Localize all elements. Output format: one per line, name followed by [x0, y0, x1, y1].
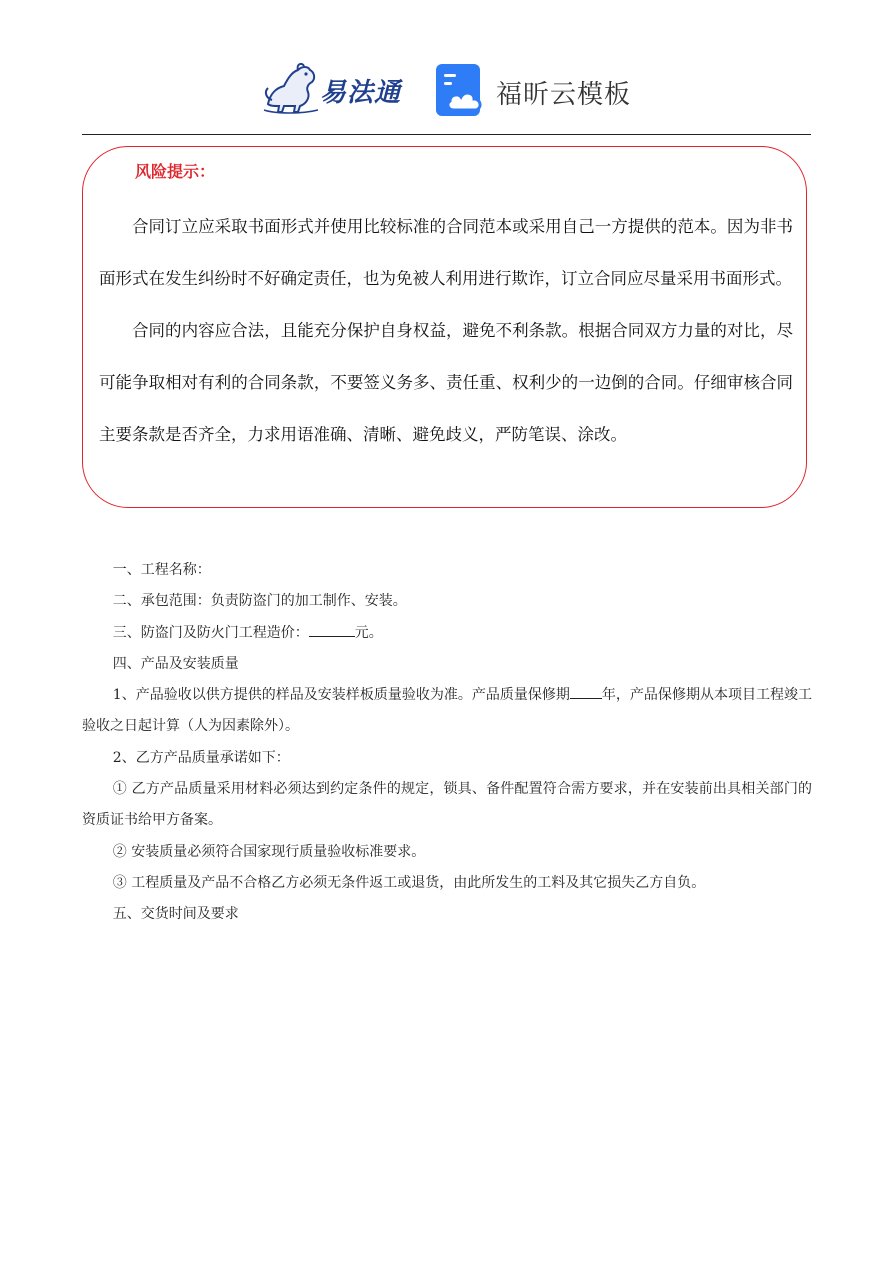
yifatong-brand-text: 易法通 [320, 78, 402, 108]
price-blank[interactable] [309, 622, 355, 637]
page-header [0, 58, 893, 124]
clause-price-unit: 元。 [354, 624, 383, 641]
foxit-cloud-template-logo [436, 64, 636, 118]
cloud-document-icon [436, 64, 486, 116]
clause-project-name: 一、工程名称： [112, 562, 211, 578]
clause-commitment-3: ③ 工程质量及产品不合格乙方必须无条件返工或退货，由此所发生的工料及其它损失乙方自负。 [112, 874, 706, 891]
clause-acceptance-text-2: 年，产品保修期从本项目工程竣工验收之日起计算（人为因素除外）。 [82, 687, 812, 735]
risk-notice-body [99, 201, 793, 461]
foxit-brand-text: 福昕云模板 [496, 80, 632, 110]
risk-paragraph: 合同订立应采取书面形式并使用比较标准的合同范本或采用自己一方提供的范本。因为非书面形式在发生纠纷时不好确定责任，也为免被人利用进行欺诈，订立合同应尽量采用书面形式。 [99, 217, 793, 288]
warranty-blank[interactable] [570, 684, 602, 699]
clause-price [82, 618, 812, 649]
clause-commitment-1: ① 乙方产品质量采用材料必须达到约定条件的规定，锁具、备件配置符合需方要求，并在安装前出具相关部门的资质证书给甲方备案。 [82, 781, 812, 829]
risk-notice-title: 风险提示： [135, 162, 216, 181]
clause-price-text: 三、防盗门及防火门工程造价： [112, 624, 309, 641]
clause-acceptance-text: 1、产品验收以供方提供的样品及安装样板质量验收为准。产品质量保修期 [112, 687, 570, 704]
clause-commitment-2: ② 安装质量必须符合国家现行质量验收标准要求。 [112, 843, 426, 860]
risk-notice-box [82, 146, 807, 508]
clause-acceptance [82, 680, 812, 743]
clause-delivery-heading: 五、交货时间及要求 [112, 906, 239, 923]
yifatong-logo [262, 58, 422, 118]
contract-body [82, 555, 812, 931]
clause-quality-heading: 四、产品及安装质量 [112, 655, 239, 672]
risk-paragraph: 合同的内容应合法，且能充分保护自身权益，避免不利条款。根据合同双方力量的对比，尽可能争取相对有利的合同条款，不要签义务多、责任重、权利少的一边倒的合同。仔细审核合同主要条款是否齐全，力求用语准确、清晰、避免歧义，严防笔误、涂改。 [99, 321, 793, 444]
clause-commitment-heading: 2、乙方产品质量承诺如下： [112, 749, 290, 766]
header-divider [82, 134, 811, 135]
qilin-icon [262, 60, 320, 116]
clause-scope: 二、承包范围：负责防盗门的加工制作、安装。 [112, 593, 407, 610]
